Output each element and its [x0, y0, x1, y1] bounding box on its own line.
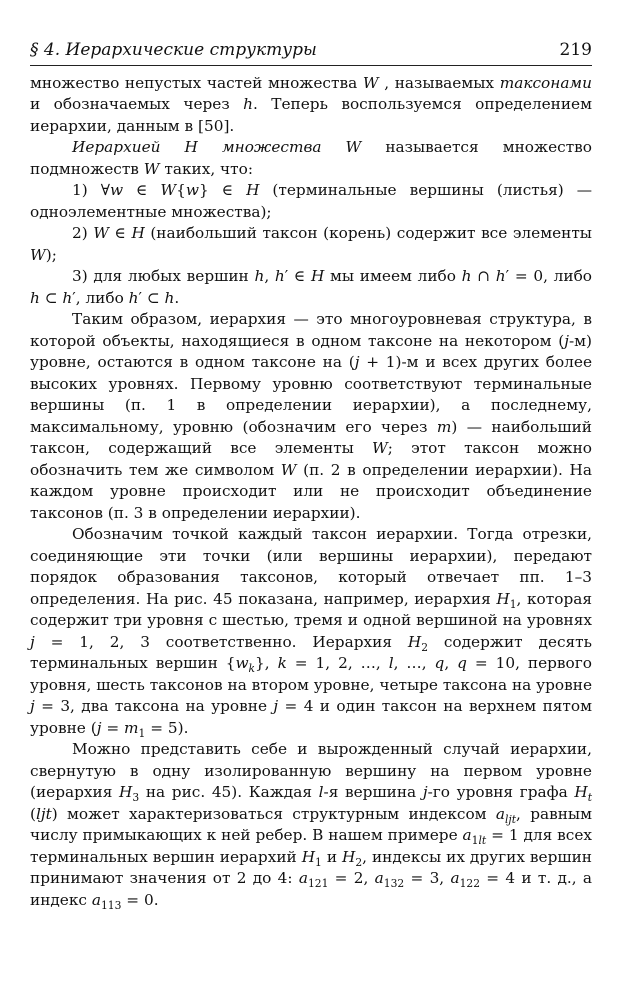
page [30, 40, 592, 911]
running-header [30, 40, 592, 66]
paragraph-5: 3) для любых вершин h, h′ ∈ H мы имеем либо h ∩ h′ = 0, либо h ⊂ h′, либо h′ ⊂ h. [30, 267, 592, 307]
page-number: 219 [559, 40, 592, 60]
paragraph-8: Можно представить себе и вырожденный случай иерархии, свернутую в одну изолированную вершину на первом уровне (иерархия $H_3$ на рис. 45). Каждая l-я вершина j-го уровня графа $H_t$ (ljt) может характеризоваться структурным индексом $a_{ljt}$, равным числу примыкающих к ней ребер. В нашем примере $a_{1lt} = 1$ для всех терминальных вершин иерархий $H_1$ и $H_2$, индексы их других вершин принимают значения от 2 до 4: $a_{121} = 2$, $a_{132} = 3$, $a_{122} = 4$ и т. д., а индекс $a_{113} = 0$. [30, 740, 593, 912]
paragraph-2: Иерархией H множества W называется множество подмножеств W таких, что: [30, 138, 592, 178]
paragraph-3: 1) ∀w ∈ W{w} ∈ H (терминальные вершины (листья) — одноэлементные множества); [30, 181, 593, 221]
section-title: § 4. Иерархические структуры [30, 40, 317, 60]
paragraph-7: Обозначим точкой каждый таксон иерархии. Тогда отрезки, соединяющие эти точки (или вершины иерархии), передают порядок образования таксонов, который отвечает пп. 1–3 определения. На рис. 45 показана, например, иерархия $H_1$, которая содержит три уровня с шестью, тремя и одной вершиной на уровнях j = 1, 2, 3 соответственно. Иерархия $H_2$ содержит десять терминальных вершин $\{w_k\}$, k = 1, 2, …, l, …, q, q = 10, первого уровня, шесть таксонов на втором уровне, четыре таксона на уровне j = 3, два таксона на уровне j = 4 и один таксон на верхнем пятом уровне $(j = m_1 = 5)$. [30, 525, 593, 740]
paragraph-6: Таким образом, иерархия — это многоуровневая структура, в которой объекты, находящиеся в одном таксоне на некотором (j-м) уровне, остаются в одном таксоне на (j + 1)-м и всех других более высоких уровнях. Первому уровню соответствуют терминальные вершины (п. 1 в определении иерархии), а последнему, максимальному, уровню (обозначим его через m) — наибольший таксон, содержащий все элементы W; этот таксон можно обозначить тем же символом W (п. 2 в определении иерархии). На каждом уровне происходит или не происходит объединение таксонов (п. 3 в определении иерархии). [30, 310, 593, 522]
paragraph-4: 2) W ∈ H (наибольший таксон (корень) содержит все элементы W); [30, 224, 592, 264]
paragraph-1: множество непустых частей множества W , называемых таксонами и обозначаемых через h. Теперь воспользуемся определением иерархии, данным в [50]. [30, 73, 592, 135]
